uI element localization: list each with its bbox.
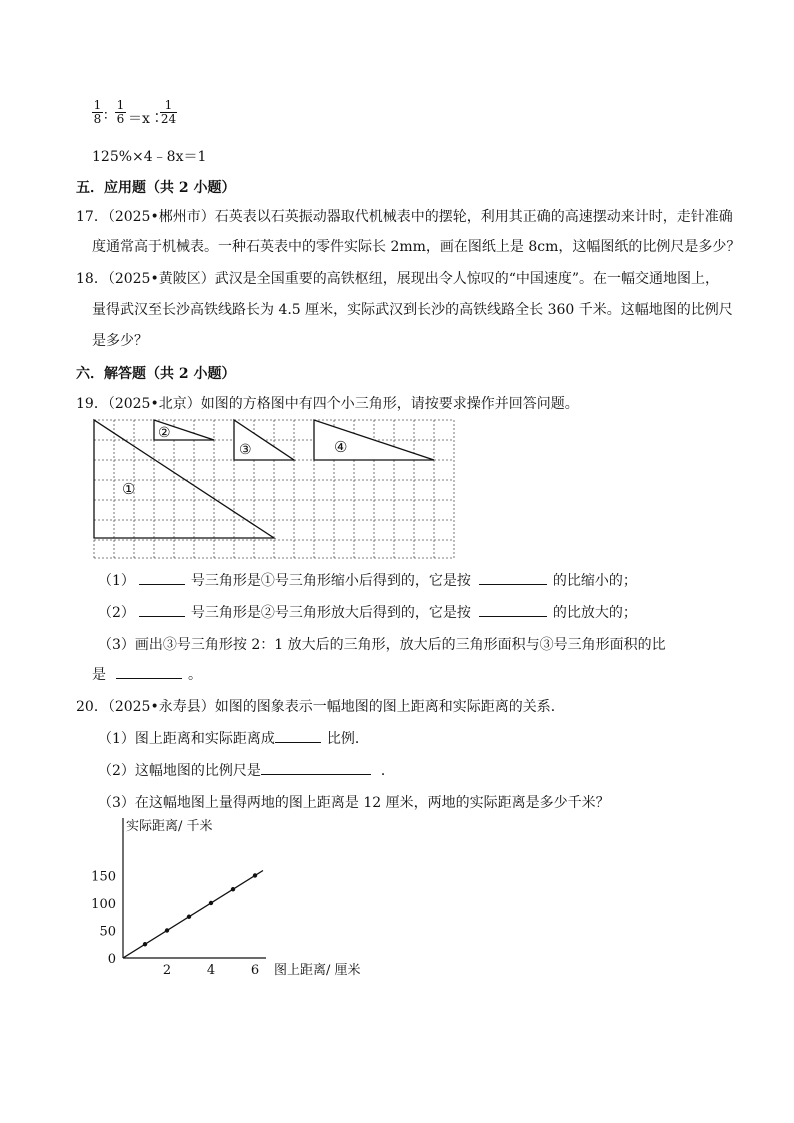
q19-part-3-line-2 [92,664,202,684]
q17-line-1: 17．（2025•郴州市）石英表以石英振动器取代机械表中的摆轮，利用其正确的高速摆动来计时，走针准确 [76,209,733,225]
q19-part-3-prefix: 是 [92,667,106,683]
section-6-title: 六．解答题（共 2 小题） [76,366,236,382]
q19-part-1 [98,570,637,590]
q20-part-3: （3）在这幅地图上量得两地的图上距离是 12 厘米，两地的实际距离是多少千米？ [98,795,610,811]
q17-line-2: 度通常高于机械表。一种石英表中的零件实际长 2mm，画在图纸上是 8cm，这幅图纸的比例尺是多少？ [92,239,741,255]
triangle-1-label: ① [122,480,136,498]
q19-part-2-text: 号三角形是②号三角形放大后得到的，它是按 [190,605,471,621]
data-point [253,873,257,877]
answer-blank-q20-1[interactable] [275,728,321,743]
section-5-title: 五．应用题（共 2 小题） [76,180,236,196]
answer-blank-q19-3[interactable] [116,664,182,679]
q20-part-1-text: （1）图上距离和实际距离成 [98,731,275,747]
q19-part-2-number: （2） [98,605,135,621]
q20-part-1-tail: 比例． [326,731,369,747]
y-tick-label: 0 [107,952,116,967]
q20-part-2-tail: ． [380,763,395,779]
equation-2: 125%×4﹣8x＝1 [92,149,207,165]
q19-part-1-text: 号三角形是①号三角形缩小后得到的，它是按 [190,573,471,589]
q19-part-1-number: （1） [98,573,135,589]
ratio-colon: ∶ [104,108,108,124]
q19-part-1-tail: 的比缩小的； [552,573,637,589]
q18-line-3: 是多少？ [92,333,148,349]
fraction-denominator: 8 [93,112,102,126]
q20-part-2-text: （2）这幅地图的比例尺是 [98,763,261,779]
q18-line-1: 18．（2025•黄陂区）武汉是全国重要的高铁枢纽，展现出令人惊叹的“中国速度”。在一幅交通地图上， [76,271,720,287]
data-point [231,887,235,891]
fraction-1-6 [115,99,126,126]
triangle-3-label: ③ [239,442,252,458]
q19-part-3-line-1: （3）画出③号三角形按 2：1 放大后的三角形，放大后的三角形面积与③号三角形面积的比 [98,637,666,653]
y-tick-label: 50 [99,924,116,940]
x-tick-label: 2 [162,963,172,978]
triangle-4-label: ④ [334,438,348,456]
y-tick-label: 150 [91,869,116,885]
distance-relationship-chart [88,812,388,987]
x-tick-label: 4 [206,963,216,978]
fraction-1-8 [92,99,103,126]
answer-blank-q19-2b[interactable] [479,602,547,617]
data-point [209,901,213,905]
fraction-numerator: 1 [160,99,177,113]
q20-part-2 [98,760,395,780]
y-axis-label: 实际距离/ 千米 [126,819,213,834]
data-point [165,928,169,932]
q19-part-3-period: 。 [188,667,202,683]
data-point [187,915,191,919]
q18-line-2: 量得武汉至长沙高铁线路长为 4.5 厘米，实际武汉到长沙的高铁线路全长 360 千米。这幅地图的比例尺 [92,302,733,318]
answer-blank-q19-2a[interactable] [139,602,185,617]
x-axis-label: 图上距离/ 厘米 [274,963,361,978]
q20-intro: 20．（2025•永寿县）如图的图象表示一幅地图的图上距离和实际距离的关系． [76,699,565,715]
fraction-numerator: 1 [116,98,125,112]
q20-part-1 [98,728,369,748]
x-tick-label: 6 [250,963,260,978]
fraction-numerator: 1 [93,98,102,112]
answer-blank-q20-2[interactable] [261,760,371,775]
answer-blank-q19-1b[interactable] [479,570,547,585]
answer-blank-q19-1a[interactable] [139,570,185,585]
q19-part-2-tail: 的比放大的； [552,605,637,621]
q19-part-2 [98,602,637,622]
fraction-denominator: 6 [116,112,125,126]
fraction-denominator: 24 [160,112,177,126]
triangle-2-label: ② [158,425,171,441]
q19-intro: 19．（2025•北京）如图的方格图中有四个小三角形，请按要求操作并回答问题。 [76,396,579,412]
fraction-1-24 [160,99,177,126]
data-point [143,942,147,946]
triangle-grid-figure [92,418,456,562]
equals-x-colon: ＝x∶ [128,111,164,127]
y-tick-label: 100 [91,897,116,912]
